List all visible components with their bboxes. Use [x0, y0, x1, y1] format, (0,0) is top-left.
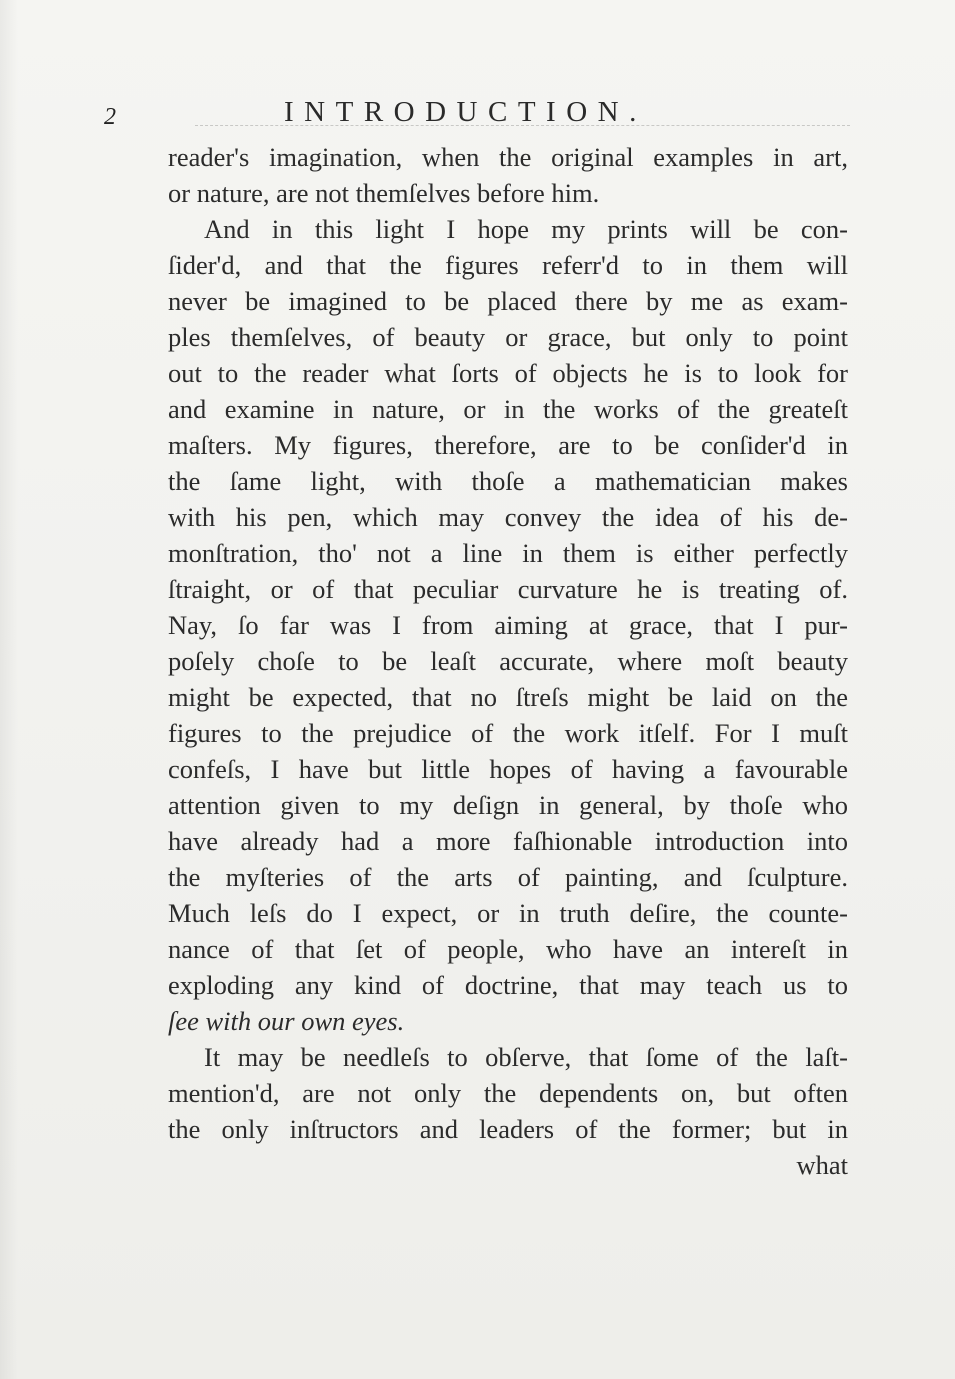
text-line: the myſteries of the arts of painting, and ſculpture.: [168, 862, 848, 892]
text-line: exploding any kind of doctrine, that may teach us to: [168, 970, 848, 1000]
text-line: with his pen, which may convey the idea of his de-: [168, 502, 848, 532]
text-line: and examine in nature, or in the works of the greateſt: [168, 394, 848, 424]
text-line: maſters. My figures, therefore, are to be conſider'd in: [168, 430, 848, 460]
text-line: reader's imagination, when the original examples in art,: [168, 142, 848, 172]
text-line: out to the reader what ſorts of objects he is to look for: [168, 358, 848, 388]
text-line: And in this light I hope my prints will be con-: [204, 214, 848, 244]
text-line: mention'd, are not only the dependents on, but often: [168, 1078, 848, 1108]
text-line: ſider'd, and that the figures referr'd to in them will: [168, 250, 848, 280]
text-line: the ſame light, with thoſe a mathematician makes: [168, 466, 848, 496]
body-text: [168, 139, 848, 1183]
header-rule: [195, 125, 850, 126]
text-line: or nature, are not themſelves before him.: [168, 178, 600, 208]
running-title: INTRODUCTION.: [284, 96, 647, 128]
catchword: what: [796, 1150, 848, 1180]
text-line: never be imagined to be placed there by me as exam-: [168, 286, 848, 316]
page-number: 2: [104, 104, 116, 130]
text-line: Nay, ſo far was I from aiming at grace, that I pur-: [168, 610, 848, 640]
text-line: monſtration, tho' not a line in them is either perfectly: [168, 538, 848, 568]
text-line: It may be needleſs to obſerve, that ſome of the laſt-: [204, 1042, 848, 1072]
text-line: attention given to my deſign in general, by thoſe who: [168, 790, 848, 820]
text-line: nance of that ſet of people, who have an intereſt in: [168, 934, 848, 964]
gutter-shadow: [0, 0, 18, 1379]
text-line: confeſs, I have but little hopes of having a favourable: [168, 754, 848, 784]
text-line: might be expected, that no ſtreſs might be laid on the: [168, 682, 848, 712]
text-line: Much leſs do I expect, or in truth deſire, the counte-: [168, 898, 848, 928]
text-line: ſtraight, or of that peculiar curvature he is treating of.: [168, 574, 848, 604]
text-line-italic: ſee with our own eyes.: [168, 1006, 405, 1036]
text-line: the only inſtructors and leaders of the former; but in: [168, 1114, 848, 1144]
text-line: poſely choſe to be leaſt accurate, where moſt beauty: [168, 646, 848, 676]
text-line: figures to the prejudice of the work itſelf. For I muſt: [168, 718, 848, 748]
text-line: ples themſelves, of beauty or grace, but only to point: [168, 322, 848, 352]
text-line: have already had a more faſhionable introduction into: [168, 826, 848, 856]
